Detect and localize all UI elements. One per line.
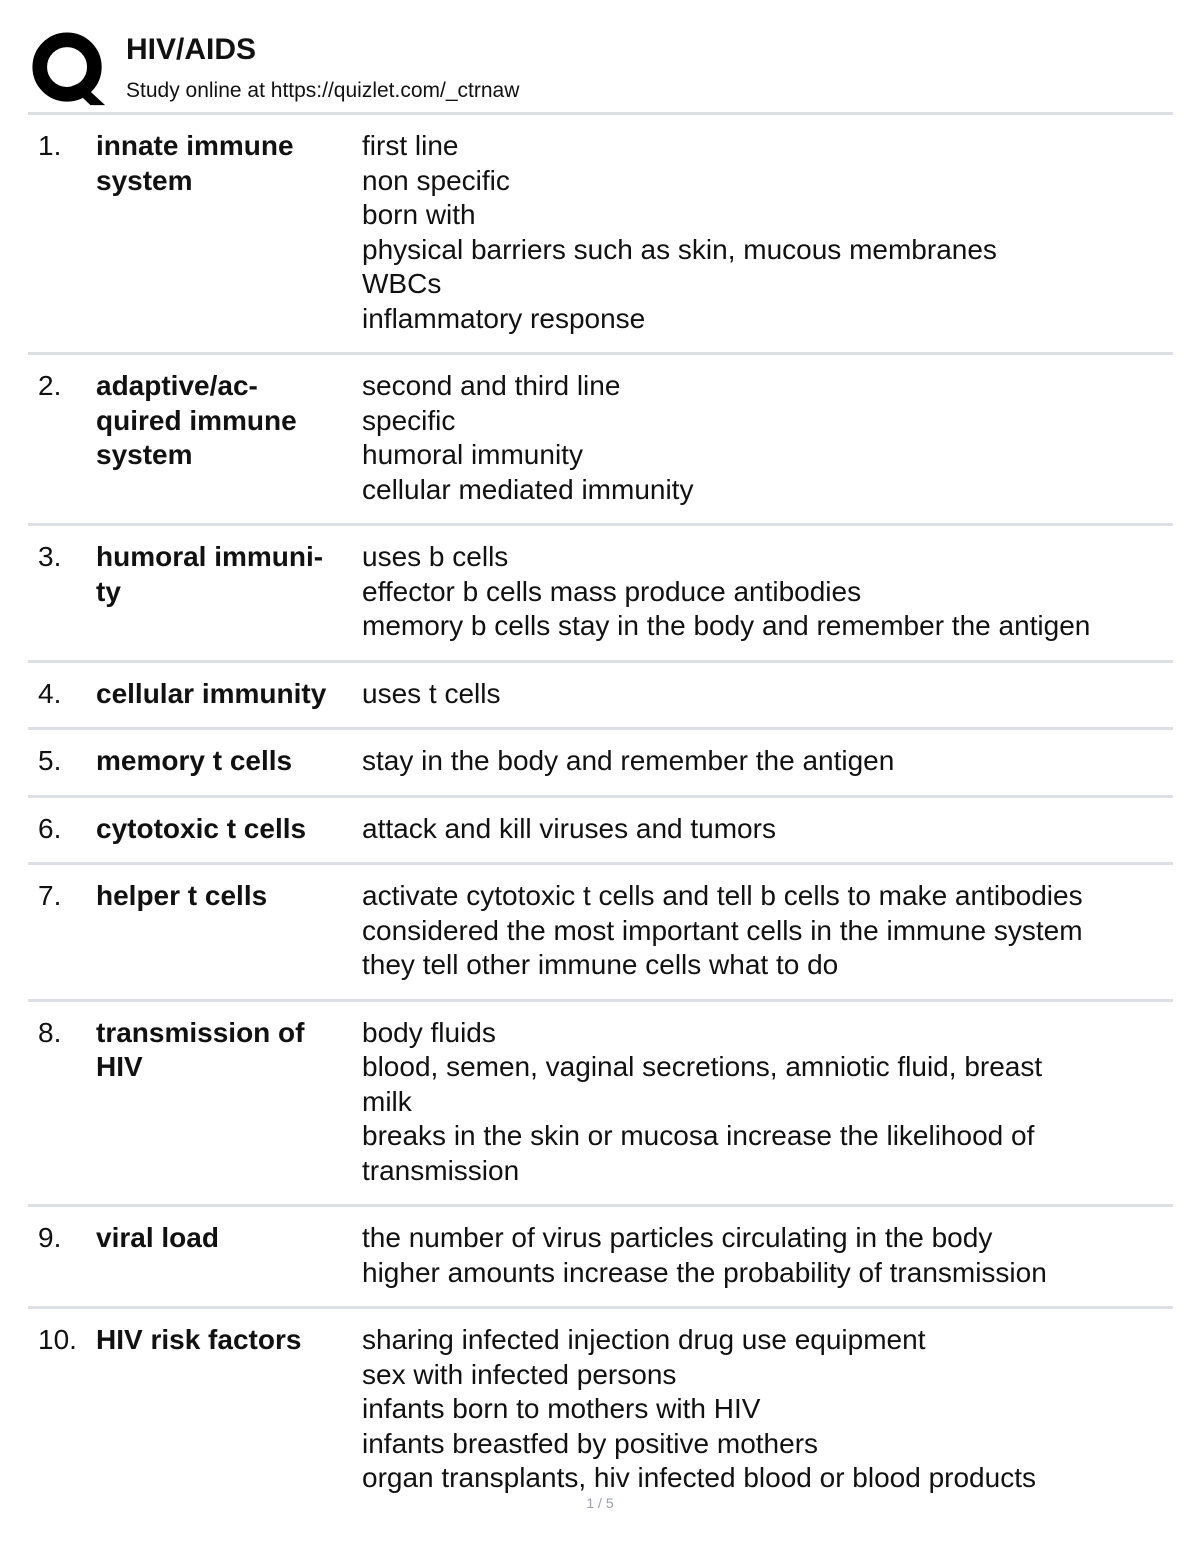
definition-line: blood, semen, vaginal secretions, amniotic fluid, breast [362,1051,1043,1082]
definition-line: sharing infected injection drug use equipment [362,1324,926,1355]
definition-line: they tell other immune cells what to do [362,949,839,980]
card-definition [362,1016,1173,1189]
flashcard-row [28,523,1173,660]
definition-line: milk [362,1085,412,1117]
flashcard-row [28,352,1173,523]
definition-line: the number of virus particles circulating in the body [362,1222,993,1253]
card-term [96,1323,362,1496]
term-line: system [96,164,193,196]
card-term [96,744,362,779]
term-line: system [96,439,193,470]
card-definition [362,540,1173,644]
page-title: HIV/AIDS [126,33,257,66]
definition-line: sex with infected persons [362,1358,677,1390]
term-line: cytotoxic t cells [96,812,307,844]
term-line: adaptive/ac- [96,370,258,401]
term-line: HIV [96,1051,143,1082]
card-number: 9. [38,1222,62,1253]
definition-line: physical barriers such as skin, mucous membranes [362,233,997,265]
definition-line: born with [362,199,476,230]
card-term [96,1221,362,1290]
term-line: humoral immuni- [96,541,324,572]
card-number: 10. [38,1324,77,1355]
card-number: 5. [38,745,62,776]
flashcard-row [28,862,1173,999]
card-term [96,1016,362,1189]
page-header [28,28,1178,112]
card-term [96,369,362,507]
term-line: quired immune [96,404,297,436]
flashcard-list [28,112,1173,1512]
card-term [96,540,362,644]
definition-line: stay in the body and remember the antigen [362,745,895,776]
definition-line: body fluids [362,1016,496,1048]
definition-line: second and third line [362,370,621,401]
card-number: 1. [38,130,62,161]
definition-line: effector b cells mass produce antibodies [362,575,862,607]
flashcard-row [28,1306,1173,1512]
flashcard-row [28,727,1173,795]
card-definition [362,879,1173,983]
card-definition [362,1323,1173,1496]
flashcard-row [28,660,1173,728]
card-number: 8. [38,1016,62,1048]
card-number: 3. [38,541,62,572]
definition-line: non specific [362,164,510,196]
card-number: 7. [38,880,62,911]
term-line: transmission of [96,1016,305,1048]
card-term [96,677,362,712]
card-number: 6. [38,812,62,844]
definition-line: considered the most important cells in the immune system [362,914,1083,946]
quizlet-q-logo-icon [30,30,108,108]
definition-line: organ transplants, hiv infected blood or blood products [362,1462,1036,1493]
card-definition [362,677,1173,712]
definition-line: transmission [362,1154,520,1186]
page-number: 1 / 5 [586,1495,614,1511]
definition-line: infants breastfed by positive mothers [362,1427,819,1459]
definition-line: breaks in the skin or mucosa increase the likelihood of [362,1120,1035,1151]
definition-line: specific [362,404,456,436]
definition-line: WBCs [362,268,442,299]
card-definition [362,129,1173,336]
flashcard-row [28,999,1173,1205]
definition-line: first line [362,130,459,161]
term-line: memory t cells [96,745,293,776]
flashcard-row [28,112,1173,352]
flashcard-row [28,1204,1173,1306]
card-definition [362,369,1173,507]
term-line: innate immune [96,130,294,161]
study-online-link[interactable]: Study online at https://quizlet.com/_ctrnaw [126,79,520,102]
definition-line: humoral immunity [362,439,583,470]
definition-line: inflammatory response [362,302,646,334]
term-line: viral load [96,1222,219,1253]
definition-line: uses b cells [362,541,509,572]
card-term [96,879,362,983]
term-line: helper t cells [96,880,268,911]
definition-line: higher amounts increase the probability of transmission [362,1256,1047,1288]
card-number: 2. [38,370,62,401]
card-number: 4. [38,677,62,709]
card-term [96,129,362,336]
term-line: cellular immunity [96,677,327,709]
card-term [96,812,362,847]
flashcard-row [28,795,1173,863]
definition-line: infants born to mothers with HIV [362,1393,761,1424]
term-line: ty [96,575,121,607]
definition-line: attack and kill viruses and tumors [362,812,776,844]
card-definition [362,1221,1173,1290]
term-line: HIV risk factors [96,1324,302,1355]
definition-line: cellular mediated immunity [362,473,694,505]
card-definition [362,812,1173,847]
definition-line: uses t cells [362,677,501,709]
definition-line: activate cytotoxic t cells and tell b cells to make antibodies [362,880,1083,911]
definition-line: memory b cells stay in the body and remember the antigen [362,610,1091,641]
card-definition [362,744,1173,779]
